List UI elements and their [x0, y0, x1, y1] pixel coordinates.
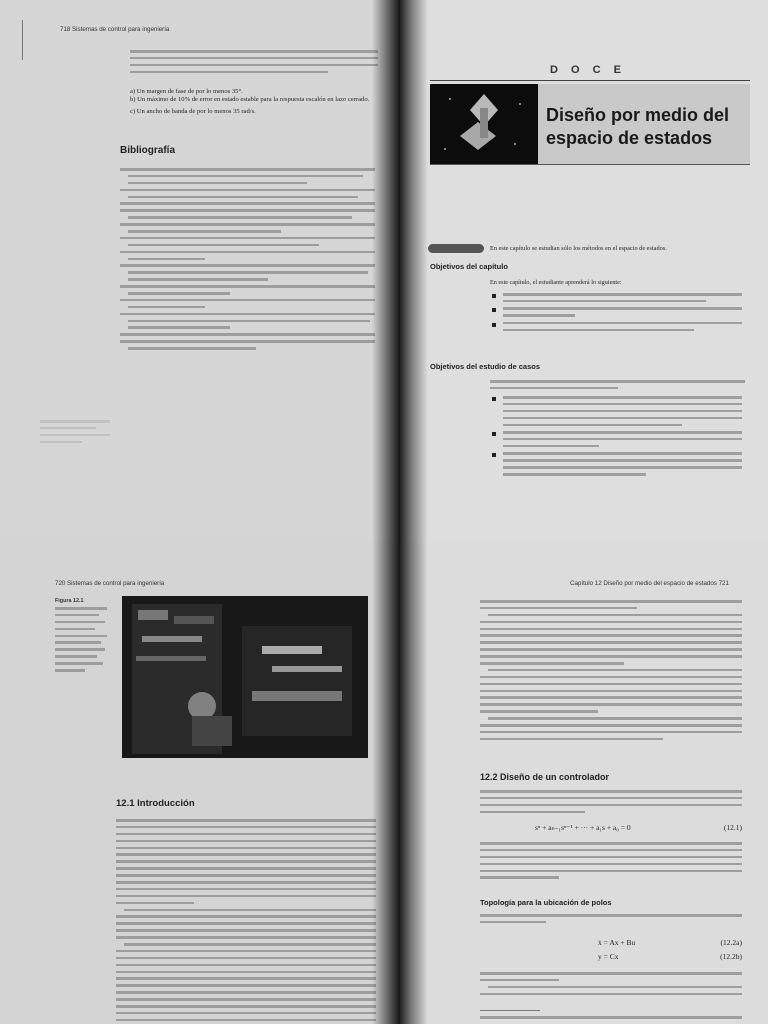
gutter-shadow — [372, 540, 400, 1024]
section-heading: 12.2 Diseño de un controlador — [480, 772, 610, 782]
faint-reverse-text — [40, 420, 110, 448]
subsection-heading: Topología para la ubicación de polos — [480, 898, 612, 907]
chapter-number-word: D O C E — [550, 64, 626, 76]
gutter-shadow — [372, 0, 400, 540]
gutter-shadow — [400, 540, 428, 1024]
case-study-list — [492, 396, 742, 481]
bibliography-list — [120, 168, 375, 354]
case-item — [492, 396, 742, 426]
bibliography-heading: Bibliografía — [120, 145, 176, 156]
section-heading: 12.1 Introducción — [116, 798, 195, 809]
state-equation-number: (12.2a) — [720, 938, 742, 947]
problem-item-a: a) Un margen de fase de por lo menos 35°. — [130, 88, 243, 95]
gutter-shadow — [400, 0, 428, 540]
chapter-title-line-1: Diseño por medio del — [546, 105, 730, 125]
objectives-list — [492, 293, 742, 336]
topology-text-continued — [480, 972, 742, 1000]
intro-note: En este capítulo se estudian sólo los métodos en el espacio de estados. — [490, 245, 667, 252]
equation-number: (12.1) — [723, 823, 742, 832]
page-border-line — [22, 20, 23, 60]
objectives-lead: En este capítulo, el estudiante aprenderá lo siguiente: — [490, 279, 622, 286]
introduction-text — [116, 819, 376, 1024]
coefficient-text — [480, 842, 742, 883]
page-718 — [0, 0, 400, 540]
equation-12-1: sⁿ + aₙ₋₁sⁿ⁻¹ + ··· + a₁s + a₀ = 0 — [535, 823, 631, 832]
case-item — [492, 431, 742, 447]
objectives-heading: Objetivos del capítulo — [430, 262, 508, 271]
case-item — [492, 452, 742, 475]
page-header: 720 Sistemas de control para ingeniería — [55, 580, 165, 587]
robot-pharmacy-photo — [122, 596, 368, 758]
satellite-image-graphic — [430, 84, 538, 164]
photo-graphic — [122, 596, 368, 758]
problem-paragraph — [130, 50, 378, 78]
footnote-text — [480, 1016, 742, 1023]
case-study-heading: Objetivos del estudio de casos — [430, 362, 541, 371]
output-equation-number: (12.2b) — [720, 952, 742, 961]
figure-caption-lines — [55, 607, 117, 672]
page-720 — [0, 540, 400, 1024]
output-equation: y = Cx — [598, 952, 619, 961]
chapter-opener-image — [430, 84, 538, 164]
chapter-title — [546, 104, 729, 150]
controller-text — [480, 790, 742, 818]
chapter-title-line-2: espacio de estados — [546, 128, 713, 148]
problem-item-b: b) Un máximo de 10% de error en estado estable para la respuesta escalón en lazo cerrado. — [130, 96, 370, 104]
page-header: 718 Sistemas de control para ingeniería — [60, 26, 170, 33]
objective-item — [492, 322, 742, 331]
state-equation: ẋ = Ax + Bu — [598, 938, 636, 947]
chapter-rule-bottom — [430, 164, 750, 165]
case-study-lead — [490, 380, 745, 394]
page-721 — [400, 540, 768, 1024]
objective-item — [492, 293, 742, 302]
continued-text — [480, 600, 742, 745]
objective-item — [492, 307, 742, 316]
problem-items — [130, 88, 378, 116]
topology-text — [480, 914, 742, 928]
problem-item-c: c) Un ancho de banda de por lo menos 35 rad/s. — [130, 107, 256, 115]
page-chapter-opener — [400, 0, 768, 540]
note-icon — [428, 244, 484, 253]
figure-caption — [55, 598, 117, 676]
page-header: Capítulo 12 Diseño por medio del espacio de estados 721 — [570, 580, 729, 587]
footnote-rule — [480, 1010, 540, 1011]
chapter-rule — [430, 80, 750, 81]
figure-label: Figura 12.1 — [55, 598, 84, 604]
